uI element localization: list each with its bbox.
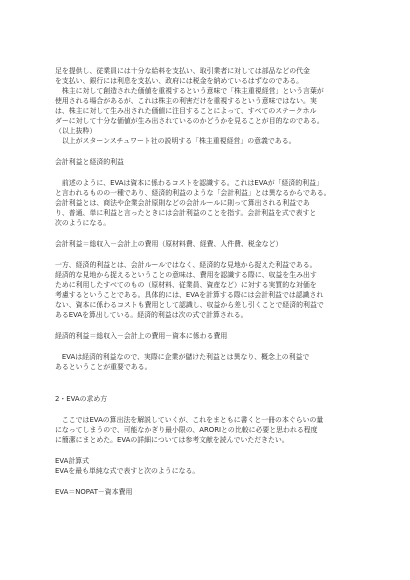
text-line: ダーに対して十分な価値が生み出されているのかどうかを見ることが目的なのである。 bbox=[55, 117, 324, 125]
section-heading: 2・EVAの求め方 bbox=[55, 395, 108, 403]
formula-eva: EVA＝NOPAT－資本費用 bbox=[55, 488, 133, 496]
text-line: EVAは経済的利益なので、実際に企業が儲けた利益とは異なり、概念上の利益で bbox=[55, 353, 310, 361]
text-line: ない、資本に係わるコストも費用として認識し、収益から差し引くことで経済的利益で bbox=[55, 301, 324, 309]
formula-economic-profit: 経済的利益＝総収入－会計上の費用－資本に係わる費用 bbox=[55, 332, 228, 340]
text-line: り、普通、単に利益と言ったときには会計利益のことを指す。会計利益を式で表すと bbox=[55, 209, 317, 217]
text-line: 考慮するということである。具体的には、EVAを計算する際には会計利益では認識され bbox=[55, 291, 324, 299]
text-line: ここではEVAの算出法を解説していくが、これをまともに書くと一冊の本ぐらいの量 bbox=[55, 416, 324, 424]
formula-accounting-profit: 会計利益＝総収入－会計上の費用（原材料費、経費、人件費、税金など） bbox=[55, 240, 283, 248]
section-heading: 会計利益と経済的利益 bbox=[55, 158, 124, 166]
section1-paragraph-2 bbox=[55, 260, 355, 320]
section2-paragraph-1 bbox=[55, 415, 355, 445]
subsection-heading: EVA計算式 bbox=[55, 457, 90, 465]
text-line: あるEVAを算出している。経済的利益は次の式で計算される。 bbox=[55, 311, 248, 319]
text-line: と言われるものの一種であり、経済的利益のような「会計利益」とは異なるからである。 bbox=[55, 189, 331, 197]
text-line: EVAを最も単純な式で表すと次のようになる。 bbox=[55, 467, 200, 475]
text-line: 足を提供し、従業員には十分な給料を支払い、取引業者に対しては部品などの代金 bbox=[55, 67, 310, 75]
text-line: は、株主に対して生み出された価値に注目することによって、すべてのステークホル bbox=[55, 107, 317, 115]
text-line: 前述のように、EVAは資本に係わるコストを認識する。これはEVAが「経済的利益」 bbox=[55, 179, 323, 187]
text-line: 以上がスターンスチュワート社の説明する「株主重視経営」の意義である。 bbox=[55, 137, 296, 145]
text-line: 次のようになる。 bbox=[55, 219, 111, 227]
text-line: 一方、経済的利益とは、会計ルールではなく、経済的な見地から捉えた利益である。 bbox=[55, 261, 317, 269]
section1-paragraph-3 bbox=[55, 352, 355, 372]
intro-paragraph bbox=[55, 66, 355, 146]
text-line: 会計利益とは、商法や企業会計原則などの会計ルールに則って算出される利益であ bbox=[55, 199, 310, 207]
text-line: になってしまうので、可能なかぎり最小限の、ARORIとの比較に必要と思われる程度 bbox=[55, 426, 318, 434]
text-line: あるということが重要である。 bbox=[55, 363, 152, 371]
text-line: （以上抜粋） bbox=[55, 127, 97, 135]
text-line: 株主に対して創造された価値を重視するという意味で「株主重視経営」という言葉が bbox=[55, 87, 324, 95]
text-line: を支払い、銀行には利息を支払い、政府には税金を納めているはずなのである。 bbox=[55, 77, 304, 85]
text-line: ために利用したすべてのもの（原材料、従業員、資産など）に対する実質的な対価を bbox=[55, 281, 317, 289]
text-line: に簡潔にまとめた。EVAの詳細については参考文献を読んでいただきたい。 bbox=[55, 436, 289, 444]
text-line: 経済的な見地から捉えるということの意味は、費用を認識する際に、収益を生み出す bbox=[55, 271, 317, 279]
document-page bbox=[55, 66, 355, 497]
text-line: 使用される場合があるが、これは株主の利害だけを重視するという意味ではない。実 bbox=[55, 97, 317, 105]
section1-paragraph-1 bbox=[55, 178, 355, 228]
